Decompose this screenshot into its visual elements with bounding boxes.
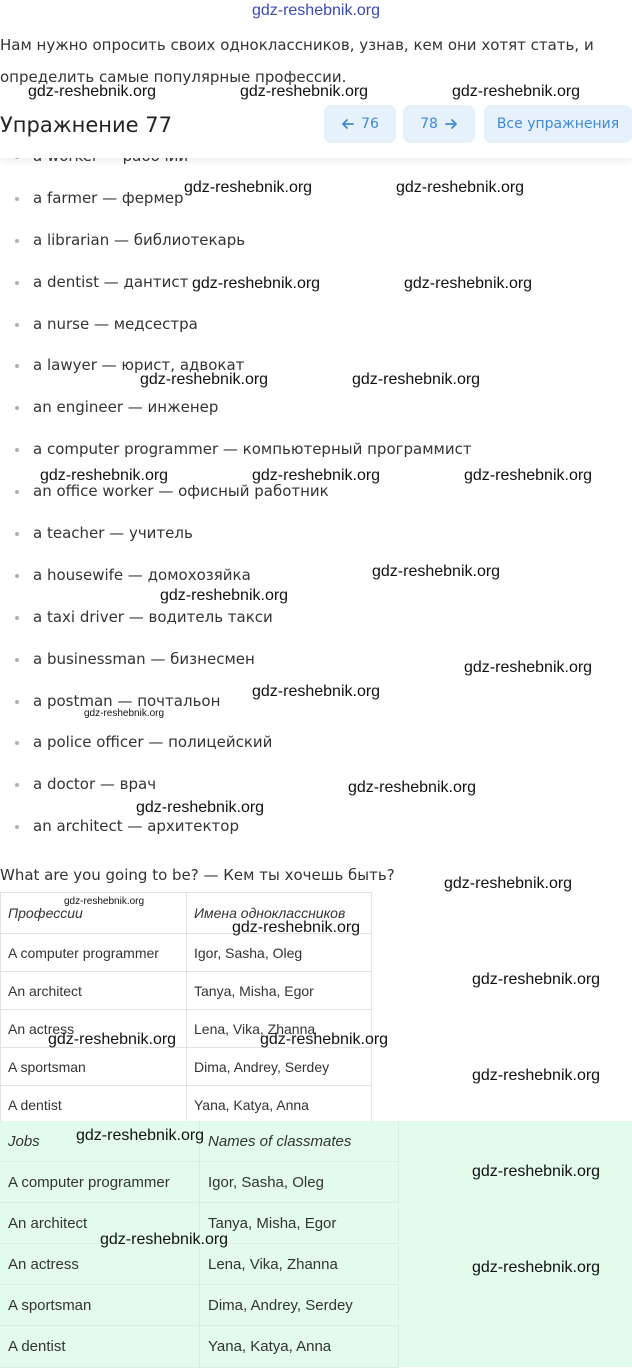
watermark: gdz-reshebnik.org <box>40 467 169 484</box>
table-cell: A sportsman <box>0 1285 200 1326</box>
list-item: a teacher — учитель <box>0 513 632 555</box>
watermark: gdz-reshebnik.org <box>252 467 381 484</box>
table-row <box>0 1285 399 1326</box>
table-row <box>1 934 372 972</box>
list-item: a police officer — полицейский <box>0 722 632 764</box>
table-row <box>0 1244 399 1285</box>
vocab-list <box>0 136 632 848</box>
page-title: Упражнение 77 <box>0 113 172 137</box>
table-cell: Lena, Vika, Zhanna <box>187 1010 372 1048</box>
table-row <box>1 1048 372 1086</box>
list-item: a lawyer — юрист, адвокат <box>0 345 632 387</box>
watermark: gdz-reshebnik.org <box>84 708 165 719</box>
question-text: What are you going to be? — Кем ты хочешь быть? <box>0 866 395 884</box>
watermark: gdz-reshebnik.org <box>464 659 593 676</box>
table-cell: An actress <box>0 1244 200 1285</box>
watermark: gdz-reshebnik.org <box>452 83 581 100</box>
watermark: gdz-reshebnik.org <box>472 1067 601 1084</box>
arrow-left-icon <box>341 117 355 131</box>
table-cell: Dima, Andrey, Serdey <box>200 1285 399 1326</box>
watermark: gdz-reshebnik.org <box>28 83 157 100</box>
watermark: gdz-reshebnik.org <box>352 371 481 388</box>
list-item: a librarian — библиотекарь <box>0 220 632 262</box>
table-cell: A dentist <box>0 1326 200 1367</box>
watermark: gdz-reshebnik.org <box>160 587 289 604</box>
table-cell: An architect <box>0 1203 200 1244</box>
watermark: gdz-reshebnik.org <box>240 83 369 100</box>
watermark: gdz-reshebnik.org <box>472 971 601 988</box>
watermark: gdz-reshebnik.org <box>136 799 265 816</box>
table-cell: Tanya, Misha, Egor <box>187 972 372 1010</box>
watermark: gdz-reshebnik.org <box>372 563 501 580</box>
prev-exercise-label: 76 <box>361 116 379 132</box>
watermark: gdz-reshebnik.org <box>192 275 321 292</box>
table-cell: Dima, Andrey, Serdey <box>187 1048 372 1086</box>
next-exercise-label: 78 <box>420 116 438 132</box>
watermark: gdz-reshebnik.org <box>464 467 593 484</box>
column-header: Имена одноклассников <box>187 893 372 934</box>
list-item: a nurse — медсестра <box>0 304 632 346</box>
table-row <box>1 972 372 1010</box>
list-item: a businessman — бизнесмен <box>0 639 632 681</box>
watermark: gdz-reshebnik.org <box>396 179 525 196</box>
list-item: a taxi driver — водитель такси <box>0 597 632 639</box>
list-item: an office worker — офисный работник <box>0 471 632 513</box>
list-item: a doctor — врач <box>0 764 632 806</box>
exercise-header <box>0 104 632 158</box>
list-item: a postman — почтальон <box>0 681 632 723</box>
table-row <box>1 1086 372 1124</box>
table-cell: A dentist <box>1 1086 187 1124</box>
column-header: Профессии <box>1 893 187 934</box>
table-cell: Lena, Vika, Zhanna <box>200 1244 399 1285</box>
watermark: gdz-reshebnik.org <box>444 875 573 892</box>
list-item: a farmer — фермер <box>0 178 632 220</box>
table-cell: Tanya, Misha, Egor <box>200 1203 399 1244</box>
column-header: Jobs <box>0 1121 200 1162</box>
watermark: gdz-reshebnik.org <box>48 1031 177 1048</box>
watermark: gdz-reshebnik.org <box>100 1231 229 1248</box>
table-cell: Yana, Katya, Anna <box>187 1086 372 1124</box>
list-item: a housewife — домохозяйка <box>0 555 632 597</box>
watermark: gdz-reshebnik.org <box>472 1259 601 1276</box>
intro-text: Нам нужно опросить своих одноклассников, узнав, кем они хотят стать, и определить самые популярные профессии. <box>0 36 594 86</box>
prev-exercise-button[interactable] <box>324 105 396 143</box>
table-cell: A sportsman <box>1 1048 187 1086</box>
list-item: an engineer — инженер <box>0 387 632 429</box>
table-cell: An architect <box>1 972 187 1010</box>
table-cell: A computer programmer <box>1 934 187 972</box>
all-exercises-button[interactable] <box>484 105 632 143</box>
watermark: gdz-reshebnik.org <box>232 919 361 936</box>
watermark: gdz-reshebnik.org <box>260 1031 389 1048</box>
list-item: a dentist — дантист <box>0 262 632 304</box>
watermark: gdz-reshebnik.org <box>184 179 313 196</box>
watermark: gdz-reshebnik.org <box>64 896 145 907</box>
all-exercises-label: Все упражнения <box>496 116 620 132</box>
watermark: gdz-reshebnik.org <box>348 779 477 796</box>
table-row <box>0 1162 399 1203</box>
list-item: an architect — архитектор <box>0 806 632 848</box>
table-cell: Yana, Katya, Anna <box>200 1326 399 1367</box>
table-row <box>0 1326 399 1367</box>
top-watermark: gdz-reshebnik.org <box>251 2 381 19</box>
table-cell: A computer programmer <box>0 1162 200 1203</box>
list-item: a computer programmer — компьютерный программист <box>0 429 632 471</box>
table-cell: An actress <box>1 1010 187 1048</box>
watermark: gdz-reshebnik.org <box>252 683 381 700</box>
next-exercise-button[interactable] <box>403 105 475 143</box>
watermark: gdz-reshebnik.org <box>76 1127 205 1144</box>
watermark: gdz-reshebnik.org <box>472 1163 601 1180</box>
column-header: Names of classmates <box>200 1121 399 1162</box>
table-cell: Igor, Sasha, Oleg <box>200 1162 399 1203</box>
watermark: gdz-reshebnik.org <box>404 275 533 292</box>
arrow-right-icon <box>444 117 458 131</box>
watermark: gdz-reshebnik.org <box>140 371 269 388</box>
table-cell: Igor, Sasha, Oleg <box>187 934 372 972</box>
